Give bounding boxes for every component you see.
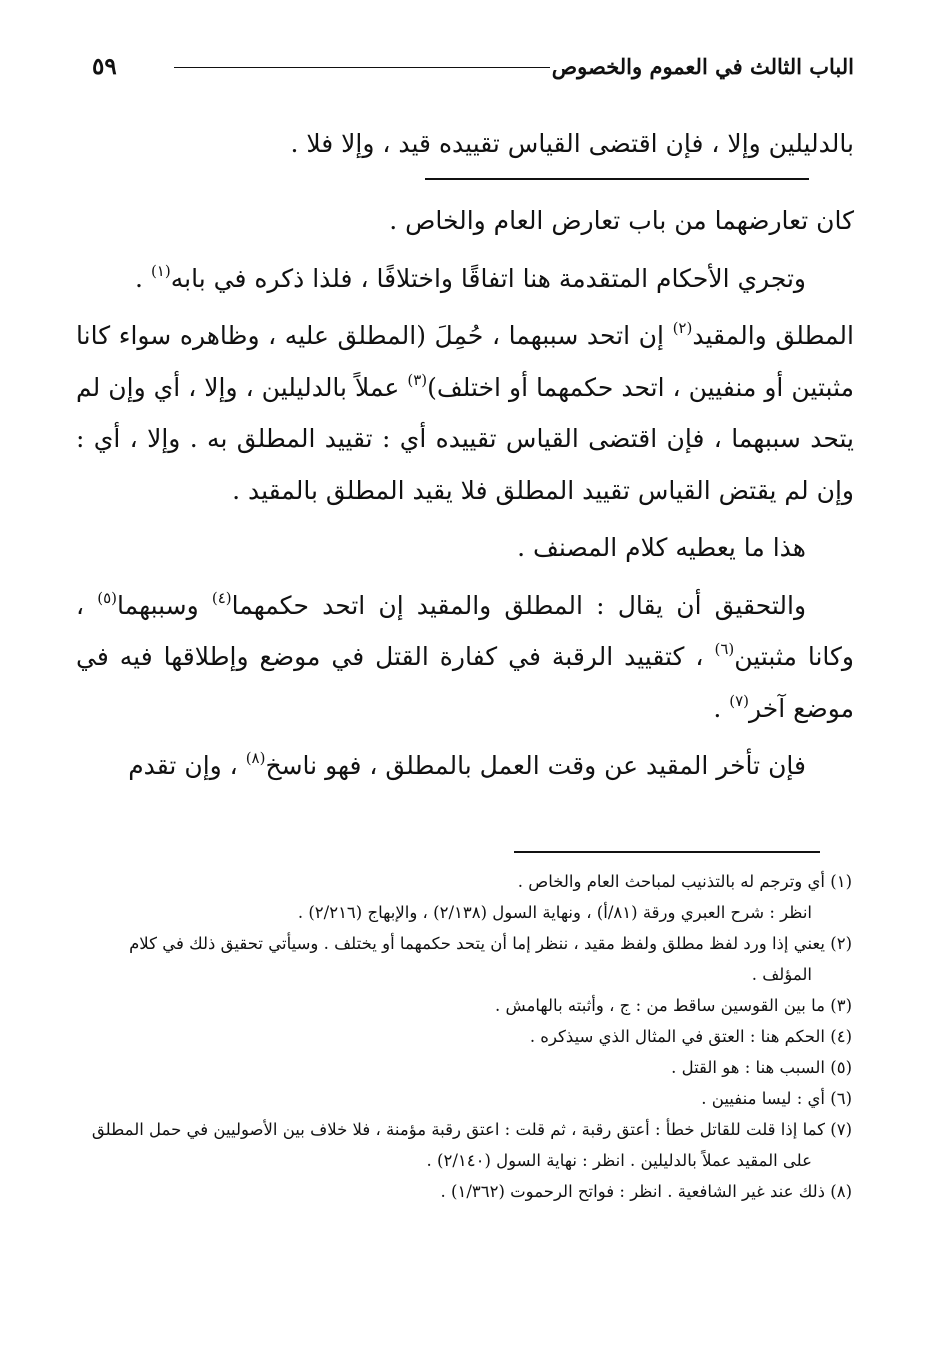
footnote-number: (٢): [830, 934, 852, 953]
paragraph-tail: .: [135, 263, 151, 293]
footnote-number: (٧): [830, 1120, 852, 1139]
footnote-ref: (٢): [672, 319, 693, 337]
paragraph-tail: .: [713, 693, 730, 723]
footnote-1: [76, 866, 852, 897]
footnote-number: (٥): [830, 1058, 852, 1077]
paragraph-text: كان تعارضهما من باب تعارض العام والخاص .: [389, 206, 854, 235]
running-title: الباب الثالث في العموم والخصوص: [551, 54, 854, 79]
footnote-4: [76, 1021, 852, 1052]
footnote-rule: [514, 851, 820, 853]
footnote-7: [76, 1114, 852, 1176]
footnote-ref: (٤): [211, 588, 232, 607]
footnote-ref: (٧): [729, 691, 750, 710]
footnote-text: السبب هنا : هو القتل .: [671, 1058, 825, 1077]
carry-over-line: بالدليلين وإلا ، فإن اقتضى القياس تقييده قيد ، وإلا فلا .: [290, 129, 854, 158]
footnote-text: يعني إذا ورد لفظ مطلق ولفظ مقيد ، ننظر إما أن يتحد حكمهما أو يختلف . وسيأتي تحقيق ذلك في كلام المؤلف .: [129, 934, 825, 984]
footnote-2: [76, 928, 852, 990]
footnote-ref: (٦): [714, 640, 735, 658]
footnote-ref: (١): [150, 261, 171, 280]
paragraph-tail: ، وإن تقدم: [128, 751, 246, 780]
page-number: ٥٩: [92, 53, 117, 80]
footnote-number: (٨): [830, 1182, 852, 1201]
paragraph: [76, 740, 854, 792]
paragraph-tail: وسببهما: [117, 590, 212, 620]
footnote-ref: (٥): [97, 588, 117, 607]
paragraph-text: والتحقيق أن يقال : المطلق والمقيد إن اتحد حكمهما: [231, 590, 807, 620]
paragraph-tail: إن اتحد سببهما ، حُمِلَ (المطلق عليه ، وظاهره سواء كانا مثبتين أو منفيين ، اتحد حكمهما أو اختلف): [76, 321, 854, 402]
footnote-3: [76, 990, 852, 1021]
paragraph-text: فإن تأخر المقيد عن وقت العمل بالمطلق ، فهو ناسخ: [265, 751, 806, 780]
footnote-6: [76, 1083, 852, 1114]
footnote-ref: (٣): [407, 370, 428, 389]
footnote-text: أي : ليسا منفيين .: [701, 1089, 825, 1108]
footnote-5: [76, 1052, 852, 1083]
paragraph-text: المطلق والمقيد: [692, 321, 854, 350]
footnote-ref: (٨): [245, 749, 266, 767]
paragraph-tail: عملاً بالدليلين ، وإلا ، أي وإن لم يتحد سببهما ، فإن اقتضى القياس تقييده أي : تقييد المطلق به . وإلا ، أي : وإن لم يقتض القياس تقييد المطلق فلا يقيد المطلق بالمقيد .: [76, 372, 854, 505]
paragraph: [76, 310, 854, 516]
footnote-8: [76, 1176, 852, 1207]
main-text: [76, 195, 854, 798]
footnote-text: أي وترجم له بالتذنيب لمباحث العام والخاص .: [517, 872, 825, 891]
footnote-1-continued: [76, 897, 852, 928]
paragraph-tail: ، كتقييد الرقبة في كفارة القتل في موضع وإطلاقها فيه في موضع آخر: [76, 642, 854, 723]
paragraph-text: هذا ما يعطيه كلام المصنف .: [517, 533, 806, 562]
footnote-number: (٣): [830, 996, 852, 1015]
footnote-text: ذلك عند غير الشافعية . انظر : فواتح الرحموت (١/٣٦٢) .: [440, 1182, 825, 1201]
footnotes: [76, 866, 852, 1207]
footnote-text: ما بين القوسين ساقط من : ج ، وأثبته بالهامش .: [495, 996, 825, 1015]
header-rule: [174, 67, 550, 68]
paragraph: [76, 522, 854, 574]
footnote-text: كما إذا قلت للقاتل خطأ : أعتق رقبة ، ثم قلت : اعتق رقبة مؤمنة ، فلا خلاف بين الأصوليين في حمل المطلق على المقيد عملاً بالدليلين . انظر : نهاية السول (٢/١٤٠) .: [91, 1120, 825, 1170]
paragraph-tail: ، وكانا مثبتين: [76, 590, 854, 671]
section-rule: [425, 178, 809, 180]
paragraph: [76, 253, 854, 305]
footnote-text: انظر : شرح العبري ورقة (٨١/أ) ، ونهاية السول (٢/١٣٨) ، والإبهاج (٢/٢١٦) .: [297, 903, 812, 922]
paragraph: [76, 580, 854, 735]
footnote-text: الحكم هنا : العتق في المثال الذي سيذكره .: [529, 1027, 825, 1046]
footnote-number: (٦): [830, 1089, 852, 1108]
footnote-number: (٤): [830, 1027, 852, 1046]
footnote-number: (١): [830, 872, 852, 891]
paragraph-text: وتجري الأحكام المتقدمة هنا اتفاقًا واختلافًا ، فلذا ذكره في بابه: [170, 263, 806, 293]
paragraph: [76, 195, 854, 247]
